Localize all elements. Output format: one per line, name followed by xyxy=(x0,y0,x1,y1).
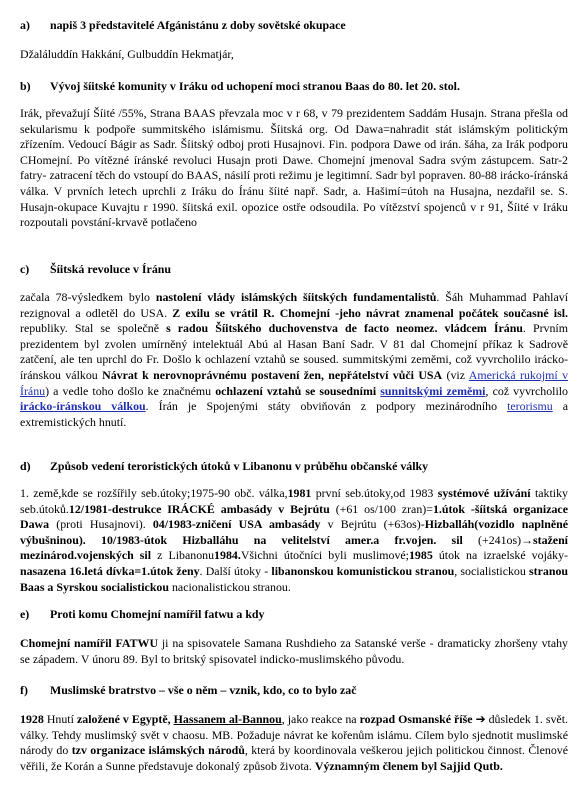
section-d-title: Způsob vedení teroristických útoků v Libanonu v průběhu občanské války xyxy=(50,459,429,473)
section-d-text: 1. země,kde se rozšířily seb.útoky;1975-90 obč. válka,1981 první seb.útoky,od 1983 systémové užívání taktiky seb.útoků.12/1981-destrukce IRÁCKÉ ambasády v Bejrútu (+61 os/100 zran)=1.útok -šíitská organizace Dawa (proti Husajnovi). 04/1983-zničení USA ambasády v Bejrútu (+63os)-Hizballáh(vozidlo naplněné výbušninou). 10/1983-útok Hizballáhu na velitelství amer.a fr.vojen. sil (+241os)→stažení mezinárod.vojenských sil z Libanonu1984.Všichni útočníci byli muslimové;1985 útok na izraelské vojáky-nasazena 16.letá dívka=1.útok ženy. Další útoky - libanonskou komunistickou stranou, socialistickou stranou Baas a Syrskou socialistickou nacionalistickou stranou. xyxy=(20,486,569,594)
section-e-label: e) xyxy=(20,607,30,621)
section-f-heading xyxy=(20,683,568,699)
section-e-title: Proti komu Chomejní namířil fatwu a kdy xyxy=(50,607,265,621)
section-c-label: c) xyxy=(20,262,30,276)
link-terrorism[interactable]: terorismu xyxy=(507,399,553,414)
section-b-label: b) xyxy=(20,79,31,93)
section-f-text: 1928 Hnutí založené v Egyptě, Hassanem al-Bannou, jako reakce na rozpad Osmanské říše ➔ důsledek 1. svět. války. Tehdy muslimský svět v chaosu. MB. Požaduje návrat ke kořenům islámu. Cílem bylo sjednotit muslimské národy do tzv organizace islámských národů, která by koordinovala veškerou jejich politickou činnost. Členové věřili, že Korán a Sunne představuje dokonalý způsob života. Významným členem byl Sajjid Qutb. xyxy=(20,712,568,773)
section-b-title: Vývoj šíitské komunity v Iráku od uchopení moci stranou Baas do 80. let 20. stol. xyxy=(50,79,460,93)
link-sunni-countries[interactable]: sunnitskými zeměmi xyxy=(380,383,486,398)
section-f-title: Muslimské bratrstvo – vše o něm – vznik, kdo, co to bylo zač xyxy=(50,683,357,697)
section-a-label: a) xyxy=(20,18,30,32)
section-d-heading xyxy=(20,459,568,475)
person-hassan-al-banna: Hassanem al-Bannou xyxy=(173,712,282,726)
section-c-title: Šíitská revoluce v Íránu xyxy=(50,262,172,276)
section-b-heading xyxy=(20,79,568,95)
link-american-hostages[interactable]: Americká rukojmí v Íránu xyxy=(20,367,569,398)
section-c-text: začala 78-výsledkem bylo nastolení vlády islámských šíitských fundamentalistů. Šáh Muhammad Pahlaví rezignoval a odletěl do USA. Z exilu se vrátil R. Chomejní -jeho návrat znamenal počátek současné isl. republiky. Stal se společně s radou Šíitského duchovenstva de facto neomez. vládcem Íránu. Prvním prezidentem byl zvolen umírněný intelektuál Abú al Hasan Baní Sadr. V 81 dal Chomejní příkaz k Sadrově zatčení, ale ten uprchl do Fr. Došlo k ochlazení vztahů se soused. summitskými zeměmi, což vyvrcholilo irácko-íránskou válkou Návrat k nerovnoprávnému postavení žen, nepřátelství vůči USA (viz Americká rukojmí v Íránu) a vedle toho došlo ke značnému ochlazení vztahů se sousedními sunnitskými zeměmi, což vyvrcholilo irácko-íránskou válkou. Írán je Spojenými státy obviňován z podpory mezinárodního terorismu a extremistických hnutí. xyxy=(20,290,569,429)
section-e-text: Chomejní namířil FATWU ji na spisovatele Samana Rushdieho za Satanské verše - dramaticky zhoršeny vtahy se západem. V únoru 89. Byl to britský spisovatel indicko-muslimského původu. xyxy=(20,636,568,666)
section-b-text: Irák, převažují Šíité /55%, Strana BAAS převzala moc v r 68, v 79 prezidentem Saddám Husajn. Strana přešla od sekularismu k podpoře summitského islámismu. Šíitská org. Od Dawa=nahradit stát islámským politickým zřízením. Vedoucí Bágir as Sadr. Šíitský odboj proti Husajnovi. Fin. podpora Dawe od irán. šáha, za Irák podporu CHomejní. Po vítězné íránské revoluci Husajn proti Dawe. Chomejní jmenoval Sadra svým zástupcem. Satr-2 fatry- zatracení těch do vstoupí do BAAS, násilí proti režimu je legitimní. Sadr byl popraven. 80-88 irácko-íránská válka. V prvních letech uprchli z Iráku do Íránu šíité např. Sadr, a. Hašimí=útoh na Husajna, nezdařil se. S. Husajn-okupace Kuvajtu r 1990. šíitská exil. opozice ostře odsoudila. Po vítězství spojenců v r 91, Šíité v Iráku rozpoutali povstání-krvavě potlačeno xyxy=(20,106,568,230)
section-f-label: f) xyxy=(20,683,28,697)
section-e-heading xyxy=(20,607,568,623)
section-d-label: d) xyxy=(20,459,31,473)
section-c-heading xyxy=(20,262,568,278)
section-a-text: Džaláluddín Hakkání, Gulbuddín Hekmatjár, xyxy=(20,47,234,61)
link-iran-iraq-war[interactable]: irácko-íránskou válkou xyxy=(20,399,146,414)
section-a-title: napiš 3 představitelé Afgánistánu z doby sovětské okupace xyxy=(50,18,346,32)
section-a-heading xyxy=(20,18,568,34)
